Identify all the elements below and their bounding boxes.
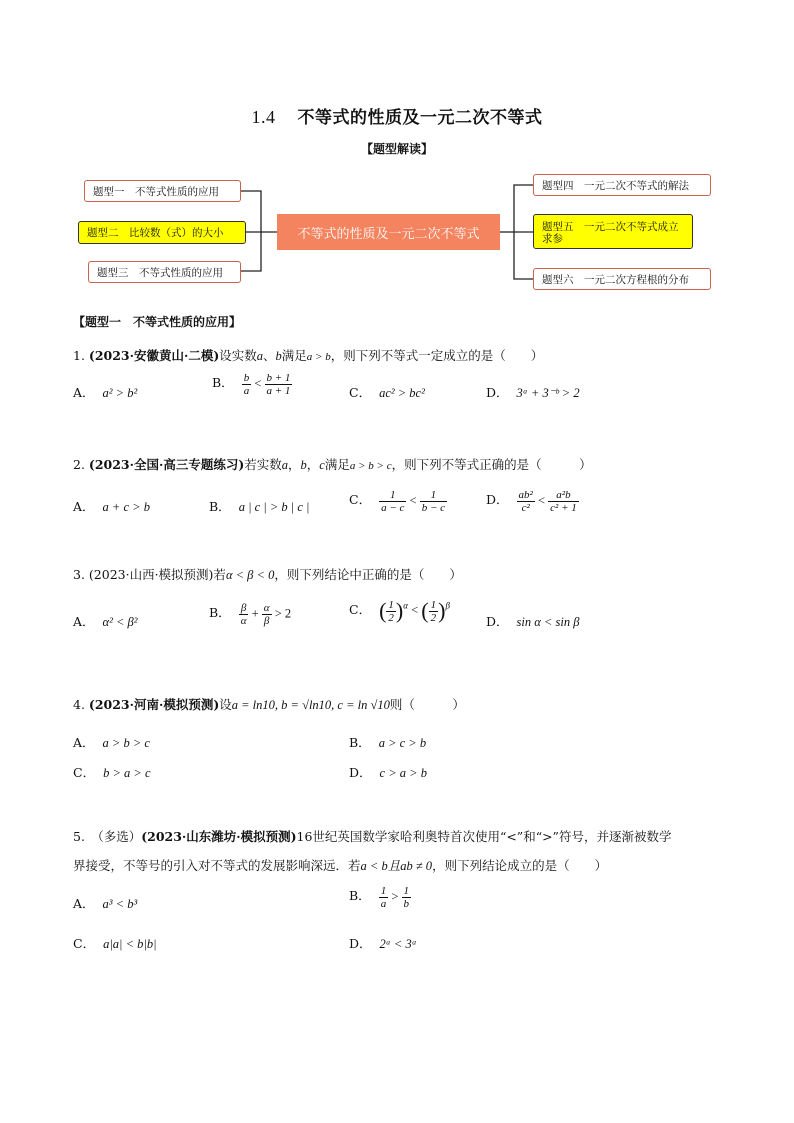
option-label: A． <box>73 614 95 629</box>
q2-source: (2023·全国·高三专题练习) <box>88 457 245 472</box>
op-lt: < <box>409 493 417 508</box>
option-text: a > b > c <box>102 736 150 750</box>
option-label: D． <box>349 765 372 780</box>
q3-stem-b: ，则下列结论中正确的是（ ） <box>274 567 462 582</box>
q3-stem-a: 若 <box>213 567 226 582</box>
q3-option-a[interactable] <box>73 612 138 630</box>
option-text: sin α < sin β <box>516 615 580 629</box>
q5-source: (2023·山东潍坊·模拟预测) <box>141 829 297 844</box>
q4-condition: a = ln10, b = √ln10, c = ln √10 <box>231 698 390 712</box>
q1-option-c[interactable] <box>349 383 425 401</box>
fraction: $\frac{1}{b}$ <box>403 885 409 910</box>
section-number: 1.4 <box>251 107 276 127</box>
q1-option-a[interactable] <box>73 383 137 401</box>
q2-number: 2. <box>73 457 89 472</box>
fraction: $\frac{\beta}{\alpha}$ <box>240 602 247 627</box>
option-label: A． <box>73 896 95 911</box>
q1-number: 1. <box>73 348 89 363</box>
q4-source: (2023·河南·模拟预测) <box>88 697 220 712</box>
q5-option-d[interactable] <box>349 934 417 952</box>
option-label: B． <box>349 888 371 904</box>
q1-stem-b: 、 <box>263 348 276 363</box>
q2-var-c: c <box>319 458 325 472</box>
q1-source: (2023·安徽黄山·二模) <box>88 348 220 363</box>
fraction: $\frac{\alpha}{\beta}$ <box>263 602 270 627</box>
option-label: C． <box>349 385 372 400</box>
q2-stem-a: 若实数 <box>244 457 282 472</box>
q5-condition: a < b且ab ≠ 0 <box>360 859 433 873</box>
q2-stem-c: ， <box>306 457 320 472</box>
exponent: α <box>403 600 408 611</box>
q3-option-b[interactable]: B． $\frac{\beta}{\alpha}$ + $\frac{\alpha}{\beta}$ > 2 <box>209 602 292 627</box>
option-label: C． <box>349 601 372 617</box>
q3-number: 3. <box>73 567 89 582</box>
option-label: A． <box>73 499 95 514</box>
option-label: B． <box>209 605 231 621</box>
q5-stem-c: ，则下列结论成立的是（ ） <box>432 858 608 873</box>
option-label: D． <box>486 614 509 629</box>
diagram-center: 不等式的性质及一元二次不等式 <box>277 214 500 250</box>
fraction: $\frac{b + 1}{a + 1}$ <box>266 372 291 397</box>
q2-stem-e: ，则下列不等式正确的是（ ） <box>391 457 592 472</box>
op-lt: < <box>537 493 546 508</box>
q5-number: 5. <box>73 829 98 844</box>
fraction: $\frac{b}{a}$ <box>243 372 250 397</box>
q4-option-a[interactable] <box>73 733 150 751</box>
option-text: a|a| < b|b| <box>103 937 157 951</box>
q1-var-b: b <box>275 349 282 363</box>
fraction: $\frac{\text{a²b}}{\text{c² + 1}}$ <box>550 489 577 514</box>
option-label: A． <box>73 735 95 750</box>
q5-option-c[interactable] <box>73 934 157 952</box>
q2-condition: a > b > c <box>349 460 392 472</box>
q5-stem-a: 16世纪英国数学家哈利奥特首次使用“<”和“>”符号，并逐渐被数学 <box>296 829 672 844</box>
q3-source: (2023·山西·模拟预测) <box>88 567 214 582</box>
option-label: D． <box>349 936 372 951</box>
q3-option-d[interactable] <box>486 612 579 630</box>
q4-option-b[interactable] <box>349 733 426 751</box>
q4-option-c[interactable] <box>73 763 151 781</box>
q2-var-b: b <box>300 458 307 472</box>
fraction: $\frac{1}{b - c}$ <box>421 489 446 514</box>
q1-stem-a: 设实数 <box>219 348 257 363</box>
section-heading: 【题型一 不等式性质的应用】 <box>73 315 242 329</box>
question-3 <box>73 565 462 583</box>
option-text: c > a > b <box>379 766 427 780</box>
q3-option-c[interactable]: C． ( $\frac{1}{2}$ )$^\alpha$ < ( $\frac{1}{2}$ )$^\beta$ <box>349 598 450 624</box>
option-text: ac² > bc² <box>379 386 425 400</box>
q5-option-a[interactable] <box>73 894 137 912</box>
q1-condition: a > b <box>306 351 331 363</box>
option-label: A． <box>73 385 95 400</box>
q1-option-b[interactable] <box>212 372 292 397</box>
q3-condition: α < β < 0 <box>225 568 275 582</box>
option-text: α² < β² <box>102 615 138 629</box>
option-label: C． <box>73 765 96 780</box>
diagram-right-3: 题型六 一元二次方程根的分布 <box>533 268 711 290</box>
q2-option-c[interactable] <box>349 489 447 514</box>
diagram-connectors <box>0 0 794 300</box>
option-text: 3ᵃ + 3⁻ᵇ > 2 <box>516 386 580 400</box>
option-text: a² > b² <box>102 386 138 400</box>
q5-option-b[interactable] <box>349 885 411 910</box>
option-label: B． <box>212 375 234 391</box>
option-label: C． <box>73 936 96 951</box>
option-label: C． <box>349 492 372 508</box>
q5-stem-b: 界接受，不等号的引入对不等式的发展影响深远．若 <box>73 858 361 873</box>
diagram-right-2: 题型五 一元二次不等式成立求参 <box>533 214 693 249</box>
q5-tag: （多选） <box>97 829 142 844</box>
q2-stem-d: 满足 <box>324 457 350 472</box>
option-text: a + c > b <box>102 500 150 514</box>
option-text: 2ᵃ < 3ᵃ <box>379 937 417 951</box>
fraction: $\frac{1}{a - c}$ <box>381 489 405 514</box>
option-text: a³ < b³ <box>102 897 138 911</box>
diagram-left-3: 题型三 不等式性质的应用 <box>88 261 241 283</box>
q1-stem-d: ，则下列不等式一定成立的是（ ） <box>330 348 544 363</box>
q1-option-d[interactable] <box>486 383 580 401</box>
question-5-line-2 <box>73 856 607 874</box>
fraction: $\frac{1}{2}$ <box>430 598 437 624</box>
option-label: D． <box>486 492 509 508</box>
option-tail: > 2 <box>271 606 292 621</box>
op-lt: < <box>411 602 419 617</box>
q2-option-a[interactable] <box>73 497 150 515</box>
diagram-right-1: 题型四 一元二次不等式的解法 <box>533 174 711 196</box>
q4-stem-a: 设 <box>219 697 232 712</box>
option-label: D． <box>486 385 509 400</box>
question-4 <box>73 695 465 713</box>
fraction: $\frac{1}{2}$ <box>388 598 394 624</box>
q2-var-a: a <box>281 458 288 472</box>
fraction: $\frac{\text{ab²}}{\text{c²}}$ <box>518 489 533 514</box>
q2-option-d[interactable] <box>486 489 579 514</box>
q2-option-b[interactable] <box>209 497 309 515</box>
title-text: 不等式的性质及一元二次不等式 <box>297 108 543 128</box>
q4-number: 4. <box>73 697 89 712</box>
option-text: a > c > b <box>378 736 427 750</box>
diagram-left-2: 题型二 比较数（式）的大小 <box>78 221 246 244</box>
subtitle: 【题型解读】 <box>360 142 433 156</box>
option-text: b > a > c <box>103 766 151 780</box>
fraction: $\frac{1}{a}$ <box>380 885 387 910</box>
q1-var-a: a <box>256 349 263 363</box>
option-label: B． <box>349 735 371 750</box>
option-text: a | c | > b | c | <box>238 500 310 514</box>
option-label: B． <box>209 499 231 514</box>
exponent: β <box>445 600 450 611</box>
op-gt: > <box>391 889 399 904</box>
question-2 <box>73 455 592 473</box>
q1-stem-c: 满足 <box>281 348 307 363</box>
q4-option-d[interactable] <box>349 763 427 781</box>
q2-stem-b: ， <box>288 457 301 472</box>
q4-stem-b: 则（ ） <box>389 697 465 712</box>
question-1 <box>73 346 543 364</box>
op-lt: < <box>254 376 262 391</box>
question-5 <box>73 827 671 845</box>
diagram-left-1: 题型一 不等式性质的应用 <box>84 180 241 202</box>
